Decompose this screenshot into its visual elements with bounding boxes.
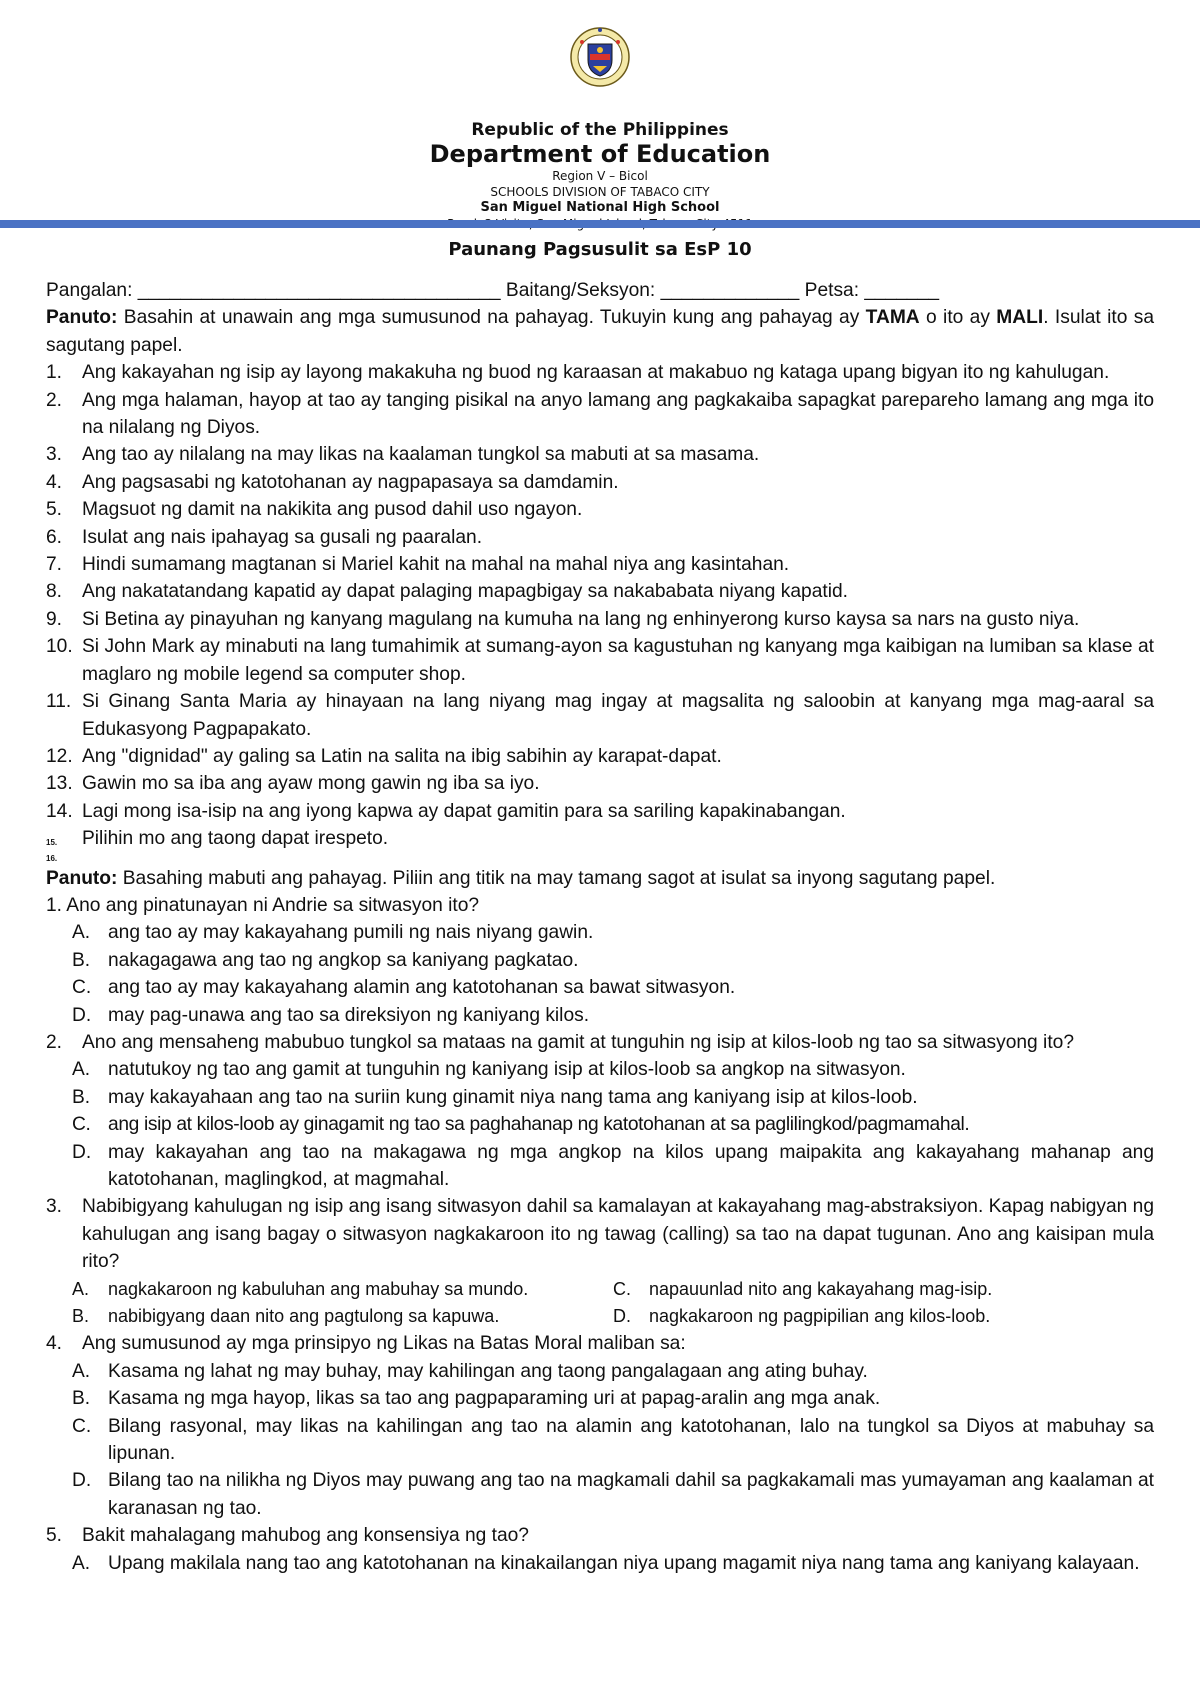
option-text: natutukoy ng tao ang gamit at tunguhin ng kaniyang isip at kilos-loob sa angkop na sitwasyon.: [108, 1059, 906, 1081]
answer-option: [72, 947, 1154, 974]
directive-text: Basahin at unawain ang mga sumusunod na pahayag. Tukuyin kung ang pahayag ay: [117, 307, 866, 329]
item-number: 11.: [46, 691, 72, 713]
question-1: [46, 892, 1154, 1029]
directive-text: . Isulat ito sa sagutang papel.: [46, 307, 1154, 356]
student-info-line: [46, 277, 1154, 304]
directive-label: Panuto:: [46, 307, 118, 329]
option-letter: A.: [72, 922, 91, 944]
option-text: ang isip at kilos-loob ay ginagamit ng tao sa paghahanap ng katotohanan at sa paglilingkod/pagmamahal.: [108, 1114, 970, 1136]
division-label: SCHOOLS DIVISION OF TABACO CITY: [490, 185, 710, 199]
option-text: may kakayahan ang tao na makagawa ng mga angkop na kilos upang maipakita ang kakayahang mahanap ang katotohanan, maglingkod, at magmahal.: [108, 1141, 1154, 1190]
question-5: [46, 1522, 1154, 1577]
date-label: Petsa:: [799, 280, 865, 301]
answer-option: [613, 1303, 1154, 1330]
item-number: 2.: [46, 389, 63, 411]
option-text: napauunlad nito ang kakayahang mag-isip.: [649, 1278, 993, 1299]
item-number: 15.: [46, 838, 58, 848]
item-number: 13.: [46, 773, 73, 795]
option-letter: B.: [72, 1086, 91, 1108]
option-letter: A.: [72, 1552, 91, 1574]
option-text: Bilang tao na nilikha ng Diyos may puwang ang tao na magkamali dahil sa pagkakamali mas yumayaman ang kaalaman at karanasan ng tao.: [108, 1470, 1154, 1519]
question-3: [46, 1193, 1154, 1330]
answer-option: [72, 974, 1154, 1001]
option-letter: D.: [613, 1306, 631, 1327]
school-name: San Miguel National High School: [480, 200, 720, 215]
answer-option: [72, 1550, 1154, 1577]
list-item: [46, 359, 1154, 386]
question-number: 4.: [46, 1333, 63, 1355]
answer-option: [72, 1111, 1154, 1138]
question-number: 5.: [46, 1525, 63, 1547]
mali-label: MALI: [996, 307, 1044, 329]
directive-label: Panuto:: [46, 867, 118, 889]
question-number: 3.: [46, 1196, 63, 1218]
two-column-options: [46, 1276, 1154, 1331]
name-label: Pangalan:: [46, 280, 138, 301]
letterhead: [0, 24, 1200, 232]
list-item: [46, 551, 1154, 578]
option-letter: D.: [72, 1470, 92, 1492]
part2-directive: [46, 865, 1154, 892]
list-item: [46, 770, 1154, 797]
answer-option: [72, 1139, 1154, 1194]
answer-option: [72, 1467, 1154, 1522]
list-item: [46, 441, 1154, 468]
item-text: Ang pagsasabi ng katotohanan ay nagpapasaya sa damdamin.: [82, 471, 619, 493]
list-item: [46, 387, 1154, 442]
tama-label: TAMA: [865, 307, 920, 329]
question-body: Nabibigyang kahulugan ng isip ang isang sitwasyon dahil sa kamalayan at kakayahang mag-abstraksiyon. Kapag nabigyan ng kahulugan ang isang bagay o sitwasyon nagkakaroon ito ng tawag (calling) sa tao na dapat tugunan. Ano ang kaisipan mula rito?: [82, 1196, 1154, 1273]
item-number: 12.: [46, 745, 73, 767]
item-text: Pilihin mo ang taong dapat irespeto.: [82, 828, 389, 850]
answer-option: [72, 1413, 1154, 1468]
answer-option: [72, 1358, 1154, 1385]
item-number: 6.: [46, 526, 63, 548]
option-letter: A.: [72, 1360, 91, 1382]
item-number: 10.: [46, 636, 73, 658]
list-item: [46, 524, 1154, 551]
answer-option: [72, 1084, 1154, 1111]
answer-option: [72, 1002, 1154, 1029]
list-item: [46, 606, 1154, 633]
item-number: 14.: [46, 800, 73, 822]
option-letter: A.: [72, 1278, 90, 1299]
name-blank: __________________________________: [137, 280, 501, 301]
question-text: [46, 1029, 1154, 1056]
option-letter: C.: [72, 977, 92, 999]
option-letter: C.: [613, 1278, 631, 1299]
question-2: [46, 1029, 1154, 1193]
directive-text: Basahing mabuti ang pahayag. Piliin ang titik na may tamang sagot at isulat sa inyong sagutang papel.: [117, 867, 996, 889]
option-text: may pag-unawa ang tao sa direksiyon ng kaniyang kilos.: [108, 1004, 590, 1026]
option-letter: C.: [72, 1415, 92, 1437]
answer-option: [72, 1385, 1154, 1412]
list-item: [46, 578, 1154, 605]
deped-seal-icon: [568, 24, 632, 94]
question-text: 1. Ano ang pinatunayan ni Andrie sa sitwasyon ito?: [46, 894, 480, 916]
list-item: [46, 798, 1154, 825]
item-text: Ang kakayahan ng isip ay layong makakuha ng buod ng karaasan at makabuo ng kataga upang bigyan ito ng kahulugan.: [82, 362, 1110, 384]
item-text: Si John Mark ay minabuti na lang tumahimik at sumang-ayon sa kagustuhan ng kanyang mga kaibigan na lumiban sa klase at maglaro ng mobile legend sa computer shop.: [82, 636, 1154, 685]
list-item: [46, 743, 1154, 770]
item-number: 7.: [46, 554, 63, 576]
exam-body: [46, 277, 1154, 1577]
option-text: Kasama ng mga hayop, likas sa tao ang pagpaparaming uri at papag-aralin ang mga anak.: [108, 1388, 881, 1410]
item-text: Ang "dignidad" ay galing sa Latin na salita na ibig sabihin ay karapat-dapat.: [82, 745, 722, 767]
item-text: Isulat ang nais ipahayag sa gusali ng paaralan.: [82, 526, 483, 548]
list-item: [46, 469, 1154, 496]
option-text: may kakayahaan ang tao na suriin kung ginamit niya nang tama ang kaniyang isip at kilos-loob.: [108, 1086, 918, 1108]
list-item: [46, 496, 1154, 523]
answer-option: [72, 919, 1154, 946]
part1-directive: [46, 304, 1154, 359]
answer-option: [72, 1056, 1154, 1083]
page-title: Paunang Pagsusulit sa EsP 10: [448, 239, 752, 260]
list-item: [46, 825, 1154, 852]
header-divider: [0, 220, 1200, 228]
question-body: Ano ang mensaheng mabubuo tungkol sa mataas na gamit at tunguhin ng isip at kilos-loob ng tao sa sitwasyong ito?: [82, 1031, 1074, 1053]
region-label: Region V – Bicol: [552, 169, 648, 183]
question-body: Bakit mahalagang mahubog ang konsensiya ng tao?: [82, 1525, 529, 1547]
question-body: Ang sumusunod ay mga prinsipyo ng Likas na Batas Moral maliban sa:: [82, 1333, 686, 1355]
option-letter: D.: [72, 1141, 92, 1163]
answer-option: [72, 1276, 613, 1303]
section-label: Baitang/Seksyon:: [500, 280, 661, 301]
item-number: 1.: [46, 362, 63, 384]
question-text: [46, 1330, 1154, 1357]
department-label: Department of Education: [429, 140, 771, 168]
item-number: 16.: [46, 853, 58, 863]
list-item: [46, 633, 1154, 688]
option-text: nagkakaroon ng kabuluhan ang mabuhay sa mundo.: [108, 1278, 529, 1299]
option-text: nagkakaroon ng pagpipilian ang kilos-loob.: [649, 1306, 991, 1327]
republic-label: Republic of the Philippines: [471, 120, 729, 140]
answer-option: [72, 1303, 613, 1330]
item-text: Lagi mong isa-isip na ang iyong kapwa ay dapat gamitin para sa sariling kapakinabangan.: [82, 800, 846, 822]
option-letter: D.: [72, 1004, 92, 1026]
option-letter: B.: [72, 1306, 90, 1327]
directive-text: o ito ay: [919, 307, 997, 329]
option-text: ang tao ay may kakayahang alamin ang katotohanan sa bawat sitwasyon.: [108, 977, 736, 999]
section-blank: _____________: [660, 280, 800, 301]
option-text: nakagagawa ang tao ng angkop sa kaniyang pagkatao.: [108, 949, 579, 971]
option-letter: B.: [72, 949, 91, 971]
question-4: [46, 1330, 1154, 1522]
date-blank: _______: [864, 280, 940, 301]
question-number: 2.: [46, 1031, 63, 1053]
item-number: 3.: [46, 444, 63, 466]
item-text: Hindi sumamang magtanan si Mariel kahit na mahal na mahal niya ang kasintahan.: [82, 554, 790, 576]
option-text: nabibigyang daan nito ang pagtulong sa kapuwa.: [108, 1306, 500, 1327]
item-text: Gawin mo sa iba ang ayaw mong gawin ng iba sa iyo.: [82, 773, 540, 795]
item-number: 5.: [46, 499, 63, 521]
item-text: Ang tao ay nilalang na may likas na kaalaman tungkol sa mabuti at sa masama.: [82, 444, 760, 466]
option-text: Bilang rasyonal, may likas na kahilingan ang tao na alamin ang katotohanan, lalo na tungkol sa Diyos at mabuhay sa lipunan.: [108, 1415, 1154, 1465]
question-text: [46, 1193, 1154, 1275]
answer-option: [613, 1276, 1154, 1303]
item-text: Ang mga halaman, hayop at tao ay tanging pisikal na anyo lamang ang pagkakaiba sapagkat parepareho lamang ang mga ito na nilalang ng Diyos.: [82, 389, 1154, 439]
option-text: Upang makilala nang tao ang katotohanan na kinakailangan niya upang magamit niya nang tama ang kaniyang kalayaan.: [108, 1552, 1140, 1574]
list-item: [46, 688, 1154, 743]
option-text: Kasama ng lahat ng may buhay, may kahilingan ang taong pangalagaan ang ating buhay.: [108, 1360, 868, 1382]
item-text: Si Ginang Santa Maria ay hinayaan na lang niyang mag ingay at magsalita ng saloobin at kanyang mga mag-aaral sa Edukasyong Pagpapakato.: [82, 691, 1154, 740]
item-number: 8.: [46, 581, 63, 603]
item-text: Si Betina ay pinayuhan ng kanyang magulang na kumuha na lang ng enhinyerong kurso kaysa sa nars na gusto niya.: [82, 608, 1080, 630]
item-text: Ang nakatatandang kapatid ay dapat palaging mapagbigay sa nakababata niyang kapatid.: [82, 581, 848, 603]
part1-list: [46, 359, 1154, 864]
item-text: Magsuot ng damit na nakikita ang pusod dahil uso ngayon.: [82, 499, 583, 521]
item-number: 9.: [46, 608, 63, 630]
option-text: ang tao ay may kakayahang pumili ng nais niyang gawin.: [108, 922, 594, 944]
item-number: 4.: [46, 471, 63, 493]
option-letter: C.: [72, 1114, 91, 1136]
option-letter: B.: [72, 1388, 91, 1410]
question-text: [46, 1522, 1154, 1549]
option-letter: A.: [72, 1059, 91, 1081]
